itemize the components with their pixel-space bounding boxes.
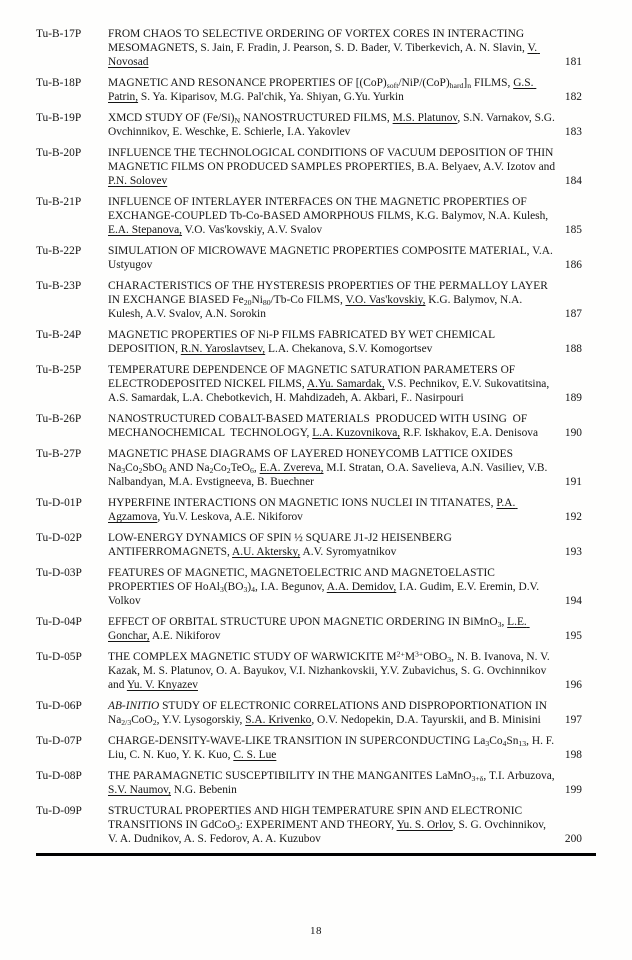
session-code: Tu-D-06P [36,700,82,713]
toc-entry [36,531,596,559]
session-code: Tu-B-20P [36,146,82,159]
toc-entry [36,111,596,139]
toc-entry [36,566,596,609]
session-code: Tu-D-09P [36,804,82,817]
session-code: Tu-D-01P [36,497,82,510]
session-code: Tu-D-04P [36,616,82,629]
session-code: Tu-B-27P [36,448,82,461]
session-code: Tu-D-05P [36,651,82,664]
toc-entry [36,734,596,762]
footer-page-number: 18 [310,924,322,937]
entry-title-authors: HYPERFINE INTERACTIONS ON MAGNETIC IONS NUCLEI IN TITANATES, P.A. Agzamova, Yu.V. Leskova, A.E. Nikiforov [108,497,518,524]
toc-entry [36,279,596,322]
session-code: Tu-B-17P [36,28,82,40]
entry-title-authors: CHARGE-DENSITY-WAVE-LIKE TRANSITION IN SUPERCONDUCTING $La_3Co_4Sn_{13}$, H. F. Liu, C. N. Kuo, Y. K. Kuo, C. S. Lue [108,735,557,762]
entry-page-number: 190 [564,427,582,440]
entry-title-authors: CHARACTERISTICS OF THE HYSTERESIS PROPERTIES OF THE PERMALLOY LAYER IN EXCHANGE BIASED $Fe_{20}Ni_{80}/Tb-Co$ FILMS, V.O. Vas'kovskiy, K.G. Balymov, N.A. Kulesh, A.V. Svalov, A.N. Sorokin [108,280,551,321]
bottom-rule [36,853,596,856]
session-code: Tu-B-22P [36,245,82,258]
session-code: Tu-B-26P [36,413,82,426]
session-code: Tu-D-02P [36,532,82,545]
toc-entry [36,412,596,440]
toc-entry [36,650,596,693]
entry-page-number: 192 [564,511,582,524]
toc-entry [36,195,596,238]
session-code: Tu-B-23P [36,280,82,293]
entry-title-authors: NANOSTRUCTURED COBALT-BASED MATERIALS PRODUCED WITH USING OF MECHANOCHEMICAL TECHNOLOGY, L.A. Kuzovnikova, R.F. Iskhakov, E.A. Denisova [108,413,539,440]
entry-page-number: 198 [564,749,582,762]
entry-page-number: 191 [564,476,582,489]
toc-entry [36,615,596,643]
entry-title-authors: INFLUENCE THE TECHNOLOGICAL CONDITIONS OF VACUUM DEPOSITION OF THIN MAGNETIC FILMS ON PRODUCED SAMPLES PROPERTIES, B.A. Belyaev, A.V. Izotov and P.N. Solovev [108,146,558,188]
entry-title-authors: THE PARAMAGNETIC SUSCEPTIBILITY IN THE MANGANITES LaMnO$_{3+\delta}$, T.I. Arbuzova, S.V. Naumov, N.G. Bebenin [108,769,558,797]
entry-page-number: 184 [564,175,582,188]
entry-page-number: 194 [564,595,582,608]
entry-page-number: 189 [564,392,582,405]
entry-title-authors: MAGNETIC PROPERTIES OF Ni-P FILMS FABRICATED BY WET CHEMICAL DEPOSITION, R.N. Yaroslavtsev, L.A. Chekanova, S.V. Komogortsev [108,329,498,356]
toc-entry [36,76,596,104]
session-code: Tu-B-24P [36,329,82,342]
entry-title-authors: SIMULATION OF MICROWAVE MAGNETIC PROPERTIES COMPOSITE MATERIAL, V.A. Ustyugov [108,245,556,272]
entry-title-authors: FEATURES OF MAGNETIC, MAGNETOELECTRIC AND MAGNETOELASTIC PROPERTIES OF $HoAl_3(BO_3)_4$, I.A. Begunov, A.A. Demidov, I.A. Gudim, E.V. Eremin, D.V. Volkov [108,567,542,608]
toc-entry [36,27,596,70]
session-code: Tu-B-25P [36,364,82,377]
entry-page-number: 183 [564,126,582,139]
toc-entry [36,328,596,356]
toc-entry [36,769,596,797]
entry-page-number: 197 [564,714,582,727]
entry-title-authors: EFFECT OF ORBITAL STRUCTURE UPON MAGNETIC ORDERING IN BiMnO$_3$, L.E. Gonchar, A.E. Nikiforov [108,616,530,643]
toc-entry [36,244,596,272]
session-code: Tu-B-18P [36,77,82,90]
entry-title-authors: MAGNETIC PHASE DIAGRAMS OF LAYERED HONEYCOMB LATTICE OXIDES $Na_3Co_2SbO_6$ AND $Na_2Co_2TeO_6$, E.A. Zvereva, M.I. Stratan, O.A. Savelieva, A.N. Vasiliev, V.B. Nalbandyan, M.A. Evstigneeva, B. Buechner [108,448,551,489]
entry-page-number: 185 [564,224,582,237]
entry-title-authors: XMCD STUDY OF $(Fe/Si)_N$ NANOSTRUCTURED FILMS, M.S. Platunov, S.N. Varnakov, S.G. Ovchinnikov, E. Weschke, E. Schierle, I.A. Yakovlev [108,112,558,139]
entry-title-authors: STRUCTURAL PROPERTIES AND HIGH TEMPERATURE SPIN AND ELECTRONIC TRANSITIONS IN GdCoO$_3$: EXPERIMENT AND THEORY, Yu. S. Orlov, S. G. Ovchinnikov, V. A. Dudnikov, A. S. Fedorov, A. A. Kuzubov [108,804,549,846]
entry-page-number: 196 [564,679,582,692]
toc-entry [36,146,596,189]
entry-page-number: 186 [564,259,582,272]
toc-list [36,27,596,846]
entry-title-authors: LOW-ENERGY DYNAMICS OF SPIN ½ SQUARE J1-J2 HEISENBERG ANTIFERROMAGNETS, A.U. Aktersky, A.V. Syromyatnikov [108,532,455,559]
entry-page-number: 200 [564,833,582,846]
entry-title-authors: TEMPERATURE DEPENDENCE OF MAGNETIC SATURATION PARAMETERS OF ELECTRODEPOSITED NICKEL FILMS, A.Yu. Samardak, V.S. Pechnikov, E.V. Sukovatitsina, A.S. Samardak, L.A. Chebotkevich, H. Mahdizadeh, A. Akbari, F.. Nasirpouri [108,364,552,405]
entry-page-number: 199 [564,784,582,797]
session-code: Tu-D-07P [36,735,82,748]
entry-page-number: 188 [564,343,582,356]
session-code: Tu-B-19P [36,112,82,125]
entry-page-number: 181 [564,56,582,69]
toc-entry [36,496,596,524]
session-code: Tu-B-21P [36,196,82,209]
entry-title-authors: INFLUENCE OF INTERLAYER INTERFACES ON THE MAGNETIC PROPERTIES OF EXCHANGE-COUPLED Tb-Co-BASED AMORPHOUS FILMS, K.G. Balymov, N.A. Kulesh, E.A. Stepanova, V.O. Vas'kovskiy, A.V. Svalov [108,196,551,237]
entry-page-number: 187 [564,308,582,321]
toc-entry [36,447,596,490]
toc-entry [36,804,596,847]
entry-page-number: 193 [564,546,582,559]
session-code: Tu-D-03P [36,567,82,579]
entry-title-authors: THE COMPLEX MAGNETIC STUDY OF WARWICKITE $M^{2+}M^{3+}OBO_3$, N. B. Ivanova, N. V. Kazak, M. S. Platunov, O. A. Bayukov, V.I. Nizhankovskii, Y.V. Zubavichus, S. G. Ovchinnikov and Yu. V. Knyazev [108,649,553,692]
toc-entry [36,363,596,406]
entry-page-number: 195 [564,630,582,643]
toc-entry [36,699,596,727]
entry-page-number: 182 [564,91,582,104]
entry-title-authors: FROM CHAOS TO SELECTIVE ORDERING OF VORTEX CORES IN INTERACTING MESOMAGNETS, S. Jain, F. Fradin, J. Pearson, S. D. Bader, V. Tiberkevich, A. N. Slavin, V. Novosad [108,28,540,69]
entry-title-authors: AB-INITIO STUDY OF ELECTRONIC CORRELATIONS AND DISPROPORTIONATION IN $Na_{2/3}CoO_2$, Y.V. Lysogorskiy, S.A. Krivenko, O.V. Nedopekin, D.A. Tayurskii, and B. Minisini [108,700,550,728]
entry-title-authors: MAGNETIC AND RESONANCE PROPERTIES OF $[(CoP)_{soft}/NiP/(CoP)_{hard}]_n$ FILMS, G.S. Patrin, S. Ya. Kiparisov, M.G. Pal'chik, Ya. Shiyan, G.Yu. Yurkin [108,77,537,104]
session-code: Tu-D-08P [36,769,82,782]
